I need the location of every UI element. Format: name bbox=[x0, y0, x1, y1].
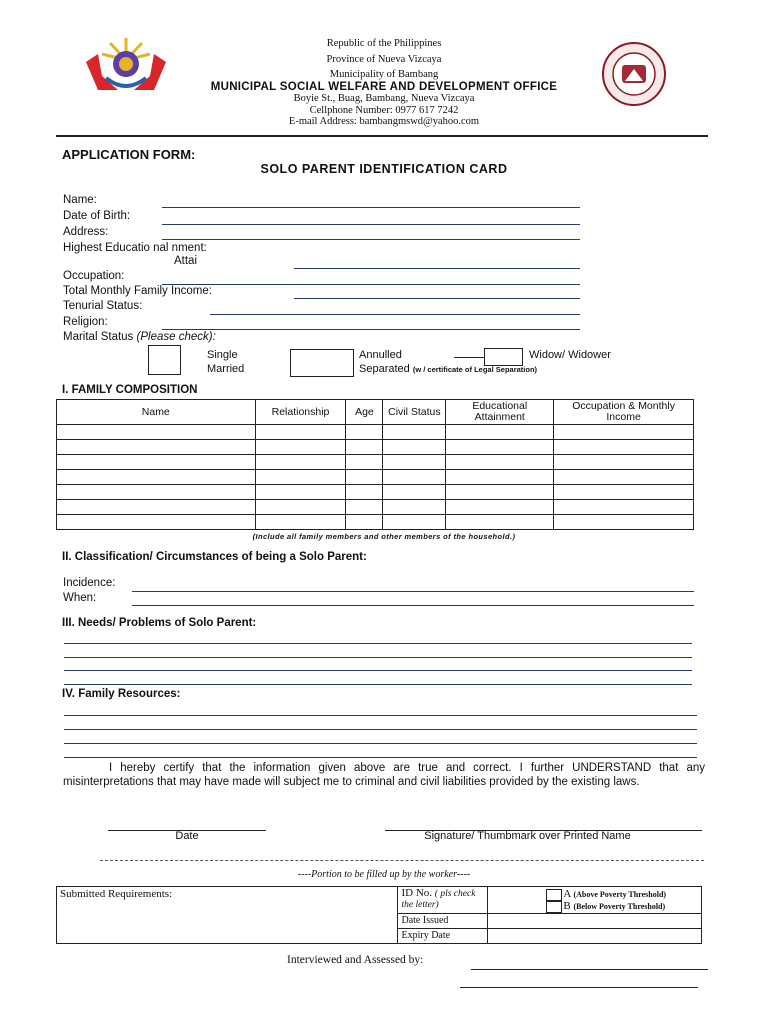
widow-label: Widow/ Widower bbox=[529, 349, 611, 361]
when-field[interactable] bbox=[132, 605, 694, 606]
table-row[interactable] bbox=[57, 500, 694, 515]
worker-divider bbox=[100, 860, 704, 861]
date-issued-field[interactable] bbox=[488, 914, 702, 929]
tenurial-label: Tenurial Status: bbox=[63, 300, 143, 312]
religion-label: Religion: bbox=[63, 316, 108, 328]
needs-line[interactable] bbox=[64, 643, 692, 644]
annulled-separated-checkbox[interactable] bbox=[290, 349, 354, 377]
certification-text: I hereby certify that the information given above are true and correct. I further UNDERSTAND that any misinterpretations that may have made will subject me to criminal and civil liabilities provided by the existing laws. bbox=[63, 762, 705, 788]
table-row[interactable] bbox=[57, 440, 694, 455]
option-b-label: B (Below Poverty Threshold) bbox=[563, 900, 666, 912]
resources-heading: IV. Family Resources: bbox=[62, 688, 181, 700]
occupation-label: Occupation: bbox=[63, 270, 125, 282]
table-row[interactable] bbox=[57, 470, 694, 485]
header-address: Boyie St., Buag, Bambang, Nueva Vizcaya bbox=[293, 93, 475, 104]
municipal-seal bbox=[601, 41, 667, 107]
id-options-cell bbox=[488, 887, 702, 914]
religion-field[interactable] bbox=[162, 329, 580, 330]
needs-line[interactable] bbox=[64, 670, 692, 671]
header-email: E-mail Address: bambangmswd@yahoo.com bbox=[288, 116, 480, 127]
when-label: When: bbox=[63, 592, 97, 604]
submitted-requirements-cell[interactable] bbox=[57, 887, 398, 944]
tenurial-field[interactable] bbox=[210, 314, 580, 315]
needs-heading: III. Needs/ Problems of Solo Parent: bbox=[62, 617, 257, 629]
header-office: MUNICIPAL SOCIAL WELFARE AND DEVELOPMENT OFFICE bbox=[210, 81, 558, 93]
col-civil-status: Civil Status bbox=[383, 400, 446, 425]
resources-line[interactable] bbox=[64, 729, 697, 730]
widow-checkbox[interactable] bbox=[484, 348, 523, 366]
col-occupation: Occupation & Monthly Income bbox=[554, 400, 694, 425]
separated-note: (w / certificate of Legal Separation) bbox=[412, 365, 538, 374]
option-a-label: A (Above Poverty Threshold) bbox=[563, 888, 667, 900]
family-heading: I. FAMILY COMPOSITION bbox=[62, 384, 198, 396]
col-name: Name bbox=[57, 400, 256, 425]
single-married-checkbox[interactable] bbox=[148, 345, 181, 375]
marital-label: Marital Status (Please check): bbox=[63, 331, 216, 343]
table-row[interactable] bbox=[57, 455, 694, 470]
card-title: SOLO PARENT IDENTIFICATION CARD bbox=[260, 162, 508, 176]
table-row[interactable] bbox=[57, 485, 694, 500]
needs-line[interactable] bbox=[64, 657, 692, 658]
table-row[interactable] bbox=[57, 425, 694, 440]
header-cellphone: Cellphone Number: 0977 617 7242 bbox=[309, 105, 459, 116]
col-relationship: Relationship bbox=[255, 400, 346, 425]
header-province: Province of Nueva Vizcaya bbox=[326, 54, 442, 65]
education-label: Highest Educatio nal nment: bbox=[63, 242, 207, 254]
dob-label: Date of Birth: bbox=[63, 210, 131, 222]
annulled-label: Annulled bbox=[359, 349, 402, 361]
col-education: Educational Attainment bbox=[446, 400, 554, 425]
widow-line bbox=[454, 357, 484, 358]
expiry-field[interactable] bbox=[488, 929, 702, 944]
separated-label: Separated (w / certificate of Legal Separation) bbox=[359, 363, 538, 375]
signature-label: Signature/ Thumbmark over Printed Name bbox=[424, 830, 631, 842]
name-field[interactable] bbox=[162, 207, 580, 208]
interviewed-label: Interviewed and Assessed by: bbox=[287, 954, 424, 966]
single-label: Single bbox=[207, 349, 238, 361]
married-label: Married bbox=[207, 363, 245, 375]
occupation-field[interactable] bbox=[162, 284, 580, 285]
family-note: (Include all family members and other members of the household.) bbox=[252, 532, 516, 541]
option-a-checkbox[interactable] bbox=[546, 889, 562, 901]
expiry-label: Expiry Date bbox=[398, 929, 488, 944]
col-age: Age bbox=[346, 400, 383, 425]
interviewer-line[interactable] bbox=[471, 969, 708, 970]
interviewer-line-2[interactable] bbox=[460, 987, 698, 988]
submitted-label: Submitted Requirements: bbox=[60, 888, 173, 900]
header-divider bbox=[56, 135, 708, 137]
resources-line[interactable] bbox=[64, 715, 697, 716]
dob-field[interactable] bbox=[162, 224, 580, 225]
education-field[interactable] bbox=[294, 268, 580, 269]
address-field[interactable] bbox=[162, 239, 580, 240]
worker-table bbox=[56, 886, 702, 944]
resources-line[interactable] bbox=[64, 743, 697, 744]
education-label-2: Attai bbox=[174, 255, 198, 267]
worker-portion-label: ----Portion to be filled up by the worker---- bbox=[297, 869, 471, 880]
option-b-checkbox[interactable] bbox=[546, 901, 562, 913]
incidence-label: Incidence: bbox=[63, 577, 116, 589]
family-table bbox=[56, 399, 694, 530]
header-municipality: Municipality of Bambang bbox=[329, 69, 439, 80]
id-no-cell: ID No. ( pls check the letter) bbox=[398, 887, 488, 914]
table-row[interactable] bbox=[57, 515, 694, 530]
income-label: Total Monthly Family Income: bbox=[63, 285, 212, 297]
incidence-field[interactable] bbox=[132, 591, 694, 592]
resources-line[interactable] bbox=[64, 757, 697, 758]
name-label: Name: bbox=[63, 194, 97, 206]
date-label: Date bbox=[175, 830, 199, 842]
needs-line[interactable] bbox=[64, 684, 692, 685]
header-republic: Republic of the Philippines bbox=[326, 38, 442, 49]
classification-heading: II. Classification/ Circumstances of being a Solo Parent: bbox=[62, 551, 367, 563]
form-title: APPLICATION FORM: bbox=[62, 147, 196, 162]
income-field[interactable] bbox=[294, 298, 580, 299]
address-label: Address: bbox=[63, 226, 109, 238]
date-issued-label: Date Issued bbox=[398, 914, 488, 929]
